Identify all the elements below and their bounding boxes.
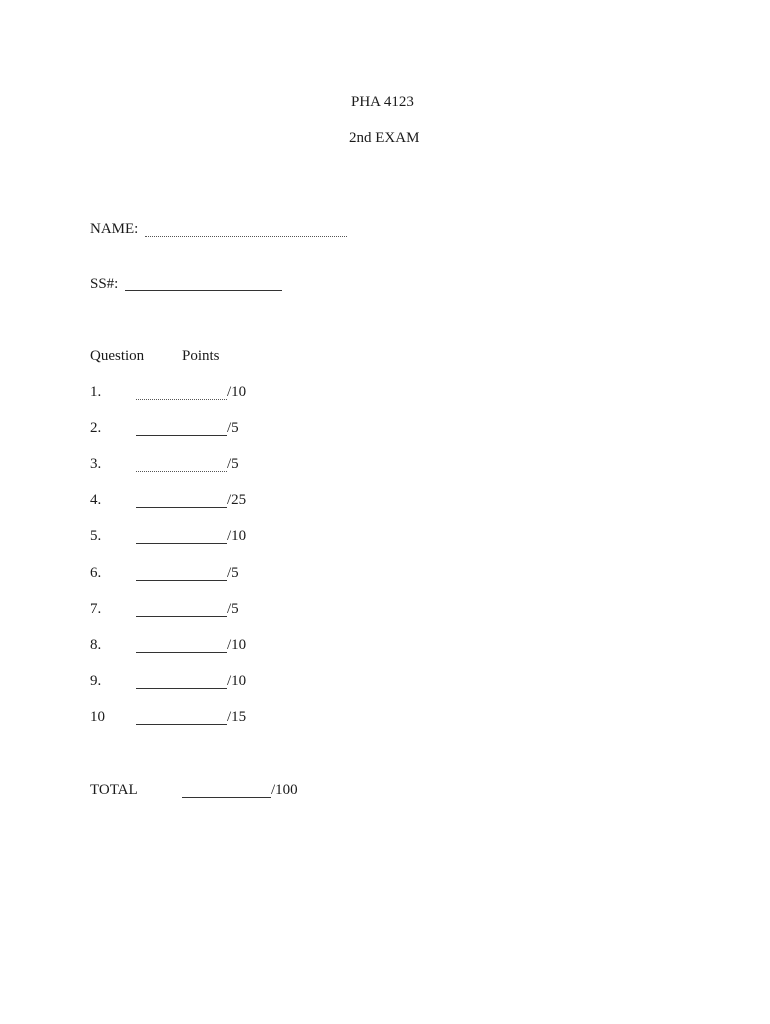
- points-blank[interactable]: [136, 616, 227, 617]
- question-row: [90, 566, 390, 584]
- points-blank[interactable]: [136, 435, 227, 436]
- question-row: [90, 385, 390, 403]
- max-points: /10: [227, 637, 247, 653]
- question-number: 5.: [90, 528, 102, 544]
- points-blank[interactable]: [136, 580, 227, 581]
- total-label: TOTAL: [90, 782, 138, 798]
- question-number: 7.: [90, 601, 102, 617]
- max-points: /10: [227, 673, 247, 689]
- points-blank[interactable]: [136, 688, 227, 689]
- points-blank[interactable]: [136, 652, 227, 653]
- points-blank[interactable]: [136, 543, 227, 544]
- points-blank[interactable]: [136, 471, 227, 472]
- max-points: /5: [227, 456, 239, 472]
- total-max-points: /100: [271, 782, 298, 798]
- question-number: 6.: [90, 565, 102, 581]
- points-blank[interactable]: [136, 507, 227, 508]
- question-row: [90, 493, 390, 511]
- question-number: 1.: [90, 384, 102, 400]
- name-field[interactable]: [145, 236, 347, 237]
- points-blank[interactable]: [136, 399, 227, 400]
- max-points: /10: [227, 384, 247, 400]
- question-number: 3.: [90, 456, 102, 472]
- name-label: NAME:: [90, 221, 139, 237]
- points-column-header: Points: [182, 348, 220, 364]
- question-row: [90, 421, 390, 439]
- max-points: /15: [227, 709, 247, 725]
- question-row: [90, 529, 390, 547]
- max-points: /5: [227, 601, 239, 617]
- question-number: 4.: [90, 492, 102, 508]
- ss-number-label: SS#:: [90, 276, 119, 292]
- ss-number-field[interactable]: [125, 290, 282, 291]
- total-points-blank[interactable]: [182, 797, 271, 798]
- max-points: /5: [227, 565, 239, 581]
- max-points: /10: [227, 528, 247, 544]
- question-row: [90, 602, 390, 620]
- question-row: [90, 674, 390, 692]
- max-points: /5: [227, 420, 239, 436]
- course-code: PHA 4123: [351, 94, 414, 110]
- question-number: 8.: [90, 637, 102, 653]
- question-number: 10: [90, 709, 105, 725]
- question-number: 9.: [90, 673, 102, 689]
- question-row: [90, 638, 390, 656]
- question-row: [90, 710, 390, 728]
- question-number: 2.: [90, 420, 102, 436]
- points-blank[interactable]: [136, 724, 227, 725]
- question-column-header: Question: [90, 348, 145, 364]
- max-points: /25: [227, 492, 247, 508]
- question-row: [90, 457, 390, 475]
- exam-title: 2nd EXAM: [349, 130, 420, 146]
